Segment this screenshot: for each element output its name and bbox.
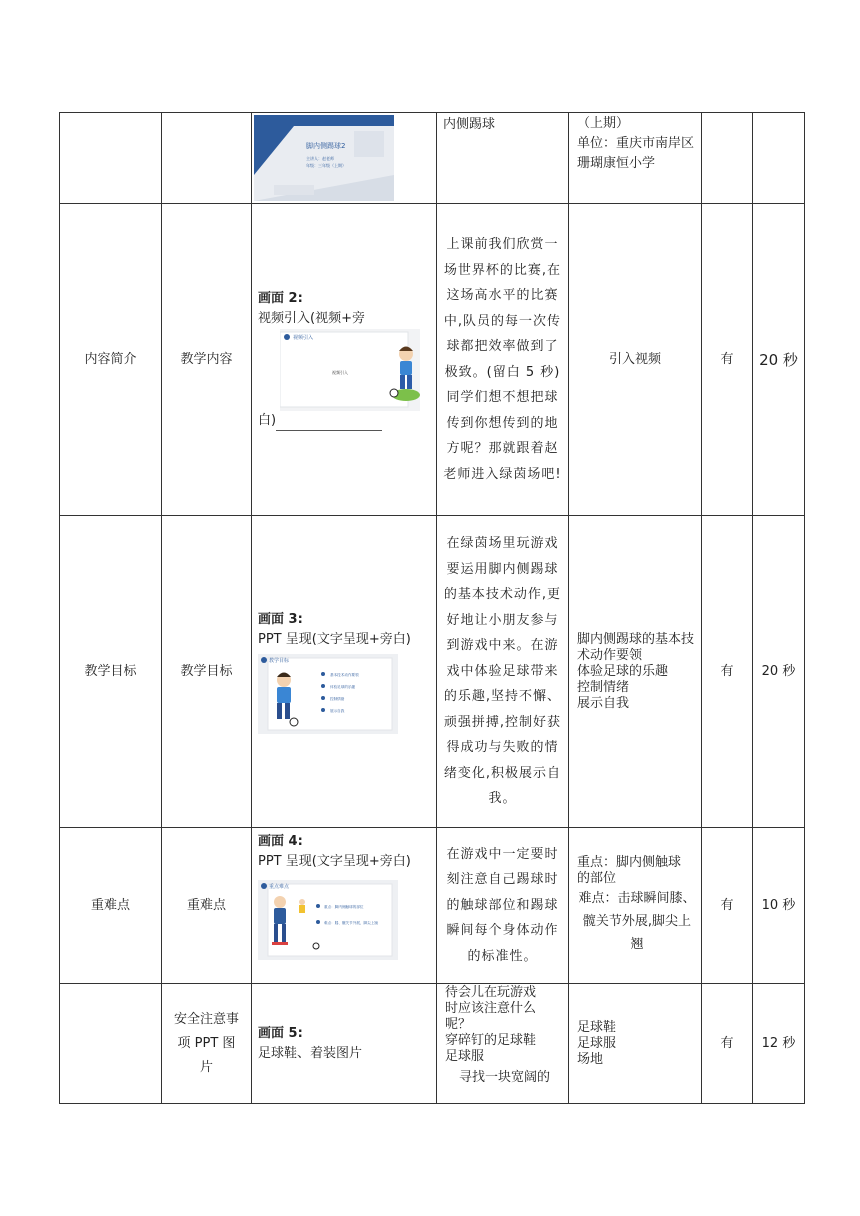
- note-line: 足球鞋: [577, 1019, 617, 1035]
- slide-item: 基本技术动作要领: [330, 672, 359, 677]
- narration-cell: 在绿茵场里玩游戏要运用脚内侧踢球的基本技术动作,更好地让小朋友参与到游戏中来。在游戏中体验足球带来的乐趣,坚持不懈、顽强拼搏,控制好获得成功与失败的情绪变化,积极展示自我。: [437, 516, 569, 828]
- frame-cell: [252, 113, 437, 204]
- frame-title: 画面 3:: [258, 611, 303, 627]
- frame-desc: PPT 呈现(文字呈现+旁白): [258, 854, 411, 869]
- slide-center: 视频引入: [332, 369, 348, 375]
- time-cell: 12 秒: [753, 984, 805, 1104]
- category-cell: [60, 984, 162, 1104]
- note-line: 场地: [577, 1051, 604, 1067]
- slide-item: 展示自我: [330, 708, 345, 713]
- narration-line: 呢？: [445, 1017, 472, 1032]
- content-cell: 安全注意事项 PPT 图片: [162, 984, 252, 1104]
- notes-cell: [569, 113, 702, 204]
- lesson-table: [59, 112, 805, 1104]
- table-row: [60, 113, 805, 204]
- narration-line: 时应该注意什么: [445, 1001, 537, 1016]
- slide-thumbnail-keypoints: [258, 880, 398, 960]
- time-cell: 20 秒: [753, 516, 805, 828]
- narration-line: 待会儿在玩游戏: [445, 985, 537, 1000]
- table-row: [60, 828, 805, 984]
- slide-thumbnail-cover: [254, 115, 394, 201]
- time-cell: [753, 113, 805, 204]
- slide-thumbnail-goals: [258, 654, 398, 734]
- content-cell: 教学内容: [162, 204, 252, 516]
- frame-desc: 视频引入(视频+旁: [258, 310, 365, 326]
- note-line: 重点：脚内侧触球: [577, 855, 682, 870]
- slide-item: 难点：膝、髋关节外展，脚尖上翘: [324, 921, 378, 925]
- frame-desc: 足球鞋、着装图片: [258, 1045, 363, 1061]
- frame-cell: [252, 828, 437, 984]
- note-line: 单位：重庆市南岸区珊瑚康恒小学: [577, 136, 695, 171]
- frame-desc: PPT 呈现(文字呈现+旁白): [258, 631, 411, 647]
- table-row: [60, 516, 805, 828]
- narration-line: 穿碎钉的足球鞋: [445, 1033, 537, 1048]
- slide-small-2: 年级：三年级（上期）: [306, 163, 346, 168]
- media-cell: 有: [702, 828, 753, 984]
- slide-item: 体验足球的乐趣: [330, 684, 356, 689]
- media-cell: 有: [702, 516, 753, 828]
- narration-cell: 内侧踢球: [437, 113, 569, 204]
- slide-small-1: 主讲人：赵老师: [306, 156, 334, 161]
- content-cell: [162, 113, 252, 204]
- frame-title: 画面 2:: [258, 290, 303, 306]
- frame-cell: [252, 516, 437, 828]
- slide-header: 视频引入: [293, 334, 314, 341]
- narration-line: 足球服: [445, 1049, 485, 1064]
- note-line: 足球服: [577, 1035, 617, 1051]
- content-cell: 重难点: [162, 828, 252, 984]
- frame-cell: [252, 984, 437, 1104]
- media-cell: 有: [702, 204, 753, 516]
- time-cell: 20 秒: [753, 204, 805, 516]
- media-cell: [702, 113, 753, 204]
- frame-title: 画面 5:: [258, 1025, 303, 1041]
- note-line: 脚内侧踢球的基本技术动作要领: [577, 631, 695, 663]
- category-cell: 内容简介: [60, 204, 162, 516]
- category-cell: [60, 113, 162, 204]
- notes-cell: 引入视频: [569, 204, 702, 516]
- note-line: 体验足球的乐趣: [577, 663, 669, 679]
- narration-line: 寻找一块宽阔的: [458, 1070, 550, 1085]
- media-cell: 有: [702, 984, 753, 1104]
- blank-underline: [276, 416, 382, 431]
- frame-cell: [252, 204, 437, 516]
- slide-item: 控制情绪: [330, 696, 345, 701]
- slide-title: 脚内侧踢球2: [306, 142, 346, 150]
- table-row: [60, 204, 805, 516]
- frame-title: 画面 4:: [258, 834, 303, 849]
- note-line: 展示自我: [577, 695, 630, 711]
- note-line: （上期）: [577, 116, 630, 131]
- slide-header: 重点难点: [269, 884, 290, 890]
- narration-cell: 在游戏中一定要时刻注意自己踢球时的触球部位和踢球瞬间每个身体动作的标准性。: [437, 828, 569, 984]
- note-line: 的部位: [577, 871, 617, 886]
- category-cell: 教学目标: [60, 516, 162, 828]
- narration-cell: 上课前我们欣赏一场世界杯的比赛,在这场高水平的比赛中,队员的每一次传球都把效率做到了极致。(留白 5 秒)同学们想不想把球传到你想传到的地方呢？那就跟着赵老师进入绿茵场吧!: [437, 204, 569, 516]
- slide-thumbnail-video: [280, 329, 420, 411]
- notes-cell: [569, 828, 702, 984]
- slide-item: 重点：脚内侧触球的部位: [324, 905, 364, 909]
- table-row: [60, 984, 805, 1104]
- content-cell: 教学目标: [162, 516, 252, 828]
- category-cell: 重难点: [60, 828, 162, 984]
- note-line: 控制情绪: [577, 679, 630, 695]
- notes-cell: [569, 984, 702, 1104]
- note-line: 难点：击球瞬间膝、髋关节外展,脚尖上翘: [578, 891, 696, 952]
- notes-cell: [569, 516, 702, 828]
- narration-cell: [437, 984, 569, 1104]
- frame-desc-tail: 白): [258, 412, 277, 428]
- time-cell: 10 秒: [753, 828, 805, 984]
- slide-header: 教学目标: [269, 657, 290, 664]
